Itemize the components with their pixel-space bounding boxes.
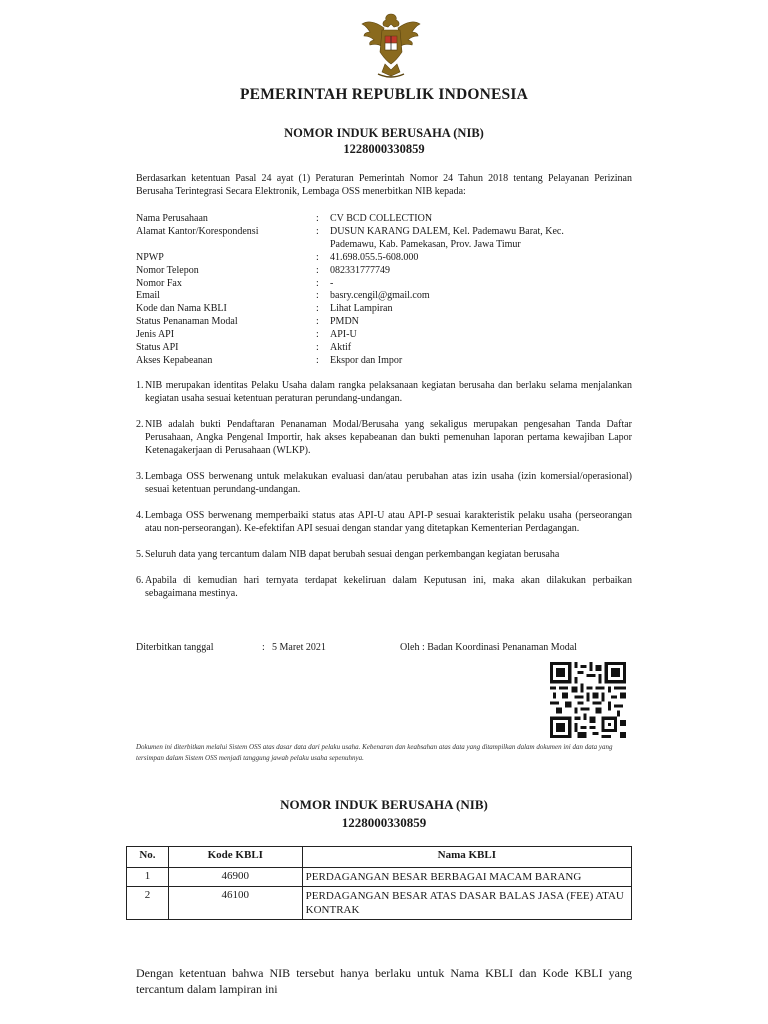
field-label: Nama Perusahaan	[136, 213, 208, 224]
field-value: -	[330, 277, 334, 289]
field-row	[136, 278, 636, 291]
note-number: 5.	[136, 549, 144, 560]
garuda-emblem-icon	[358, 10, 424, 82]
field-label: Nomor Fax	[136, 277, 182, 289]
field-label: Kode dan Nama KBLI	[136, 303, 227, 315]
field-row	[136, 252, 636, 265]
field-row	[136, 316, 636, 329]
issued-date-colon: :	[262, 642, 265, 653]
field-label: Jenis API	[136, 329, 175, 341]
government-title: PEMERINTAH REPUBLIK INDONESIA	[240, 86, 528, 103]
column-header-kode: Kode KBLI	[168, 847, 302, 868]
issued-date-label: Diterbitkan tanggal	[136, 642, 214, 653]
kbli-table	[126, 846, 632, 920]
field-value: PMDN	[330, 316, 359, 328]
field-colon: :	[316, 354, 319, 366]
field-row	[136, 226, 636, 252]
disclaimer-text: Dokumen ini diterbitkan melalui Sistem OSS atas dasar data dari pelaku usaha. Kebenaran dan keabsahan atas data yang ditampilkan dalam dokumen ini dan data yang tersimpan dalam Sistem OSS menjadi tanggung jawab pelaku usaha sepenuhnya.	[136, 743, 613, 762]
company-fields	[136, 213, 636, 368]
field-row	[136, 303, 636, 316]
note-text: Lembaga OSS berwenang memperbaiki status atas API-U atau API-P sesuai karakteristik pelaku usaha (perseorangan atau non-perseorangan). Ke-efektifan API sesuai dengan standar yang ditetapkan Kementerian Perdagangan.	[145, 510, 632, 534]
note-item	[136, 574, 632, 600]
kbli-kode: 46100	[168, 887, 302, 920]
field-label: Alamat Kantor/Korespondensi	[136, 225, 259, 237]
notes-list	[136, 379, 632, 600]
field-label: NPWP	[136, 251, 164, 263]
field-colon: :	[316, 277, 319, 289]
field-label: Email	[136, 290, 160, 302]
note-text: Seluruh data yang tercantum dalam NIB dapat berubah sesuai dengan perkembangan kegiatan berusaha	[145, 549, 560, 560]
field-value: 082331777749	[330, 264, 390, 276]
note-item	[136, 379, 632, 405]
note-number: 6.	[136, 575, 144, 586]
issuer-text: Oleh : Badan Koordinasi Penanaman Modal	[400, 642, 577, 653]
issued-date-value: 5 Maret 2021	[272, 642, 326, 653]
column-header-no: No.	[127, 847, 169, 868]
kbli-no: 1	[127, 868, 169, 887]
note-number: 4.	[136, 510, 144, 521]
field-row	[136, 213, 636, 226]
column-header-nama: Nama KBLI	[302, 847, 631, 868]
field-label: Status API	[136, 342, 179, 354]
field-row	[136, 329, 636, 342]
note-text: Apabila di kemudian hari ternyata terdapat kekeliruan dalam Keputusan ini, maka akan dilakukan perbaikan sebagaimana mestinya.	[145, 575, 632, 599]
kbli-kode: 46900	[168, 868, 302, 887]
note-item	[136, 509, 632, 535]
field-colon: :	[316, 316, 319, 328]
field-colon: :	[316, 342, 319, 354]
field-row	[136, 265, 636, 278]
note-text: NIB adalah bukti Pendaftaran Penanaman Modal/Berusaha yang sekaligus merupakan pengesahan Tanda Daftar Perusahaan, Angka Pengenal Importir, hak akses kepabeanan dan bukti pemenuhan laporan pertama kewajiban Lapor Ketenagakerjaan di Perusahaan (WLKP).	[145, 419, 632, 456]
field-label: Nomor Telepon	[136, 264, 199, 276]
qr-code-icon	[550, 662, 626, 738]
field-colon: :	[316, 303, 319, 315]
field-value: Lihat Lampiran	[330, 303, 393, 315]
field-colon: :	[316, 225, 319, 237]
field-row	[136, 342, 636, 355]
nib-number: 1228000330859	[343, 142, 425, 156]
field-value: basry.cengil@gmail.com	[330, 290, 430, 302]
note-text: NIB merupakan identitas Pelaku Usaha dalam rangka pelaksanaan kegiatan berusaha dan berlaku selama menjalankan kegiatan usaha sesuai ketentuan peraturan perundang-undangan.	[145, 380, 632, 404]
note-number: 3.	[136, 471, 144, 482]
field-value: API-U	[330, 329, 357, 341]
table-row	[127, 868, 632, 887]
nib-title: NOMOR INDUK BERUSAHA (NIB)	[284, 126, 484, 140]
field-colon: :	[316, 290, 319, 302]
table-row	[127, 887, 632, 920]
note-item	[136, 418, 632, 457]
field-value: CV BCD COLLECTION	[330, 213, 433, 224]
note-item	[136, 548, 632, 561]
address-line-2: Pademawu, Kab. Pamekasan, Prov. Jawa Timur	[330, 238, 521, 250]
kbli-header-row	[127, 847, 632, 868]
kbli-nama: PERDAGANGAN BESAR ATAS DASAR BALAS JASA (FEE) ATAU KONTRAK	[302, 887, 631, 920]
field-value: 41.698.055.5-608.000	[330, 251, 419, 263]
address-line-1: DUSUN KARANG DALEM, Kel. Pademawu Barat, Kec.	[330, 225, 564, 237]
field-colon: :	[316, 264, 319, 276]
field-colon: :	[316, 213, 319, 224]
field-label: Akses Kepabeanan	[136, 354, 213, 366]
field-colon: :	[316, 329, 319, 341]
kbli-no: 2	[127, 887, 169, 920]
field-value	[330, 226, 636, 252]
field-row	[136, 355, 636, 368]
field-colon: :	[316, 251, 319, 263]
intro-paragraph: Berdasarkan ketentuan Pasal 24 ayat (1) Peraturan Pemerintah Nomor 24 Tahun 2018 tentang Pelayanan Perizinan Berusaha Terintegrasi Secara Elektronik, Lembaga OSS menerbitkan NIB kepada:	[136, 173, 632, 197]
note-item	[136, 470, 632, 496]
field-row	[136, 290, 636, 303]
kbli-nama: PERDAGANGAN BESAR BERBAGAI MACAM BARANG	[302, 868, 631, 887]
note-number: 2.	[136, 419, 144, 430]
field-value: Aktif	[330, 342, 352, 354]
field-value: Ekspor dan Impor	[330, 354, 403, 366]
note-number: 1.	[136, 380, 144, 391]
field-label: Status Penanaman Modal	[136, 316, 238, 328]
note-text: Lembaga OSS berwenang untuk melakukan evaluasi dan/atau perubahan atas izin usaha (izin komersial/operasional) sesuai ketentuan perundang-undangan.	[145, 471, 632, 495]
attachment-footer-text: Dengan ketentuan bahwa NIB tersebut hanya berlaku untuk Nama KBLI dan Kode KBLI yang tercantum dalam lampiran ini	[136, 966, 632, 996]
attachment-nib-title: NOMOR INDUK BERUSAHA (NIB)	[280, 797, 488, 812]
attachment-nib-number: 1228000330859	[341, 815, 427, 830]
